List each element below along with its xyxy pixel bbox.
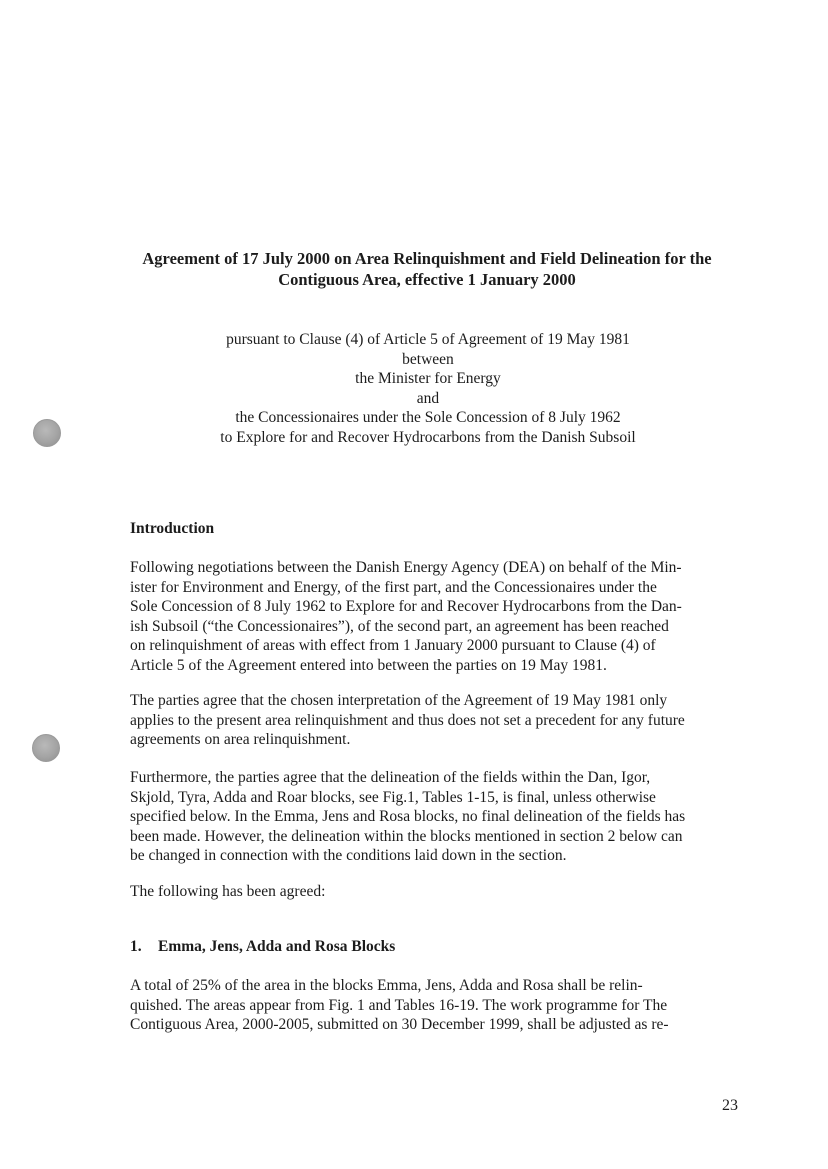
section-title: Emma, Jens, Adda and Rosa Blocks: [158, 938, 396, 955]
text-line: quished. The areas appear from Fig. 1 and Tables 16-19. The work programme for The: [130, 996, 668, 1014]
text-line: The following has been agreed:: [130, 883, 326, 900]
preamble-line: pursuant to Clause (4) of Article 5 of Agreement of 19 May 1981: [226, 331, 630, 348]
preamble-line: the Concessionaires under the Sole Concession of 8 July 1962: [235, 409, 621, 426]
text-line: be changed in connection with the conditions laid down in the section.: [130, 847, 567, 864]
text-line: The parties agree that the chosen interpretation of the Agreement of 19 May 1981 only: [130, 692, 668, 709]
text-line: Sole Concession of 8 July 1962 to Explore for and Recover Hydrocarbons from the Dan-: [130, 598, 682, 615]
text-line: Following negotiations between the Danish Energy Agency (DEA) on behalf of the Min-: [130, 559, 682, 576]
preamble-line: between: [402, 350, 454, 368]
paragraph: [130, 558, 730, 675]
text-line: Article 5 of the Agreement entered into between the parties on 19 May 1981.: [130, 656, 607, 674]
paragraph: [130, 768, 730, 866]
preamble: [130, 330, 726, 447]
text-line: ish Subsoil (“the Concessionaires”), of the second part, an agreement has been reached: [130, 617, 669, 635]
text-line: on relinquishment of areas with effect from 1 January 2000 pursuant to Clause (4) of: [130, 637, 656, 654]
preamble-line: the Minister for Energy: [355, 370, 501, 387]
title-line: Contiguous Area, effective 1 January 2000: [278, 270, 576, 289]
text-line: specified below. In the Emma, Jens and Rosa blocks, no final delineation of the fields has: [130, 808, 686, 825]
paragraph: [130, 882, 730, 902]
text-line: Contiguous Area, 2000-2005, submitted on 30 December 1999, shall be adjusted as re-: [130, 1016, 669, 1033]
punch-hole: [33, 419, 61, 447]
text-line: applies to the present area relinquishment and thus does not set a precedent for any future: [130, 711, 685, 729]
section-heading: [130, 938, 395, 956]
paragraph: [130, 976, 730, 1035]
text-line: ister for Environment and Energy, of the first part, and the Concessionaires under the: [130, 578, 657, 596]
page-number: 23: [722, 1097, 738, 1114]
paragraph: [130, 691, 730, 750]
title-line: Agreement of 17 July 2000 on Area Relinquishment and Field Delineation for the: [142, 249, 712, 268]
text-line: Skjold, Tyra, Adda and Roar blocks, see Fig.1, Tables 1-15, is final, unless otherwise: [130, 788, 656, 806]
section-number: 1.: [130, 938, 142, 955]
text-line: Furthermore, the parties agree that the delineation of the fields within the Dan, Igor,: [130, 769, 651, 786]
punch-hole: [32, 734, 60, 762]
text-line: agreements on area relinquishment.: [130, 731, 351, 748]
preamble-line: and: [416, 389, 440, 407]
text-line: been made. However, the delineation within the blocks mentioned in section 2 below can: [130, 827, 683, 845]
introduction-heading: Introduction: [130, 520, 215, 537]
document-title: [100, 248, 754, 290]
preamble-line: to Explore for and Recover Hydrocarbons from the Danish Subsoil: [220, 428, 636, 446]
text-line: A total of 25% of the area in the blocks Emma, Jens, Adda and Rosa shall be relin-: [130, 977, 643, 994]
